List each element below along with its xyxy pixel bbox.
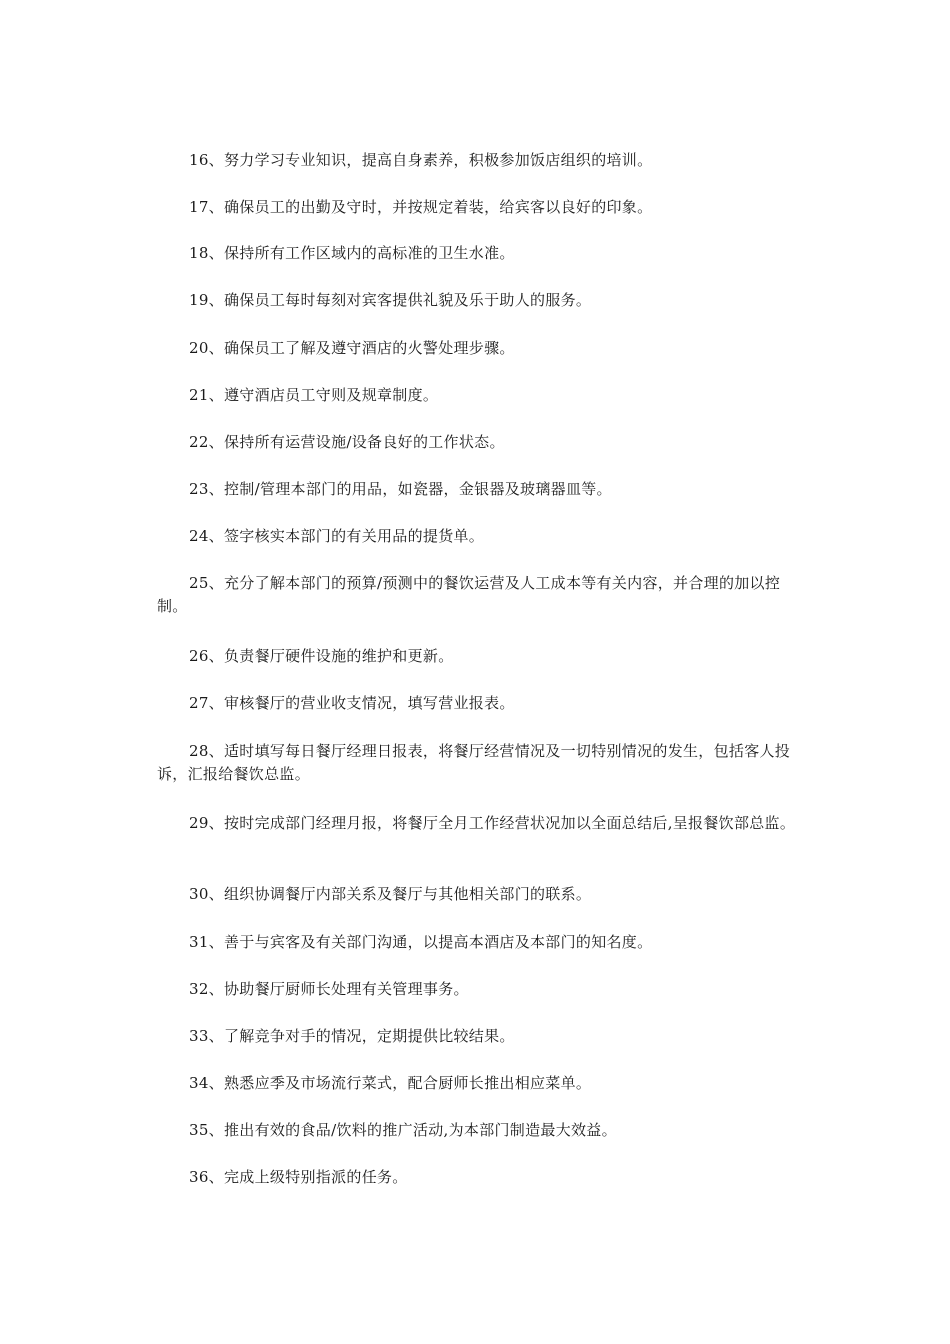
list-item: 20、确保员工了解及遵守酒店的火警处理步骤。: [189, 339, 515, 357]
list-item: 23、控制/管理本部门的用品，如瓷器，金银器及玻璃器皿等。: [189, 480, 612, 498]
list-item: 17、确保员工的出勤及守时，并按规定着装，给宾客以良好的印象。: [189, 198, 653, 216]
list-item: 22、保持所有运营设施/设备良好的工作状态。: [189, 433, 505, 451]
list-item: 30、组织协调餐厅内部关系及餐厅与其他相关部门的联系。: [189, 885, 592, 903]
list-item: 31、善于与宾客及有关部门沟通，以提高本酒店及本部门的知名度。: [189, 933, 653, 951]
list-item: 32、协助餐厅厨师长处理有关管理事务。: [189, 980, 469, 998]
list-item: 34、熟悉应季及市场流行菜式，配合厨师长推出相应菜单。: [189, 1074, 592, 1092]
list-item: 24、签字核实本部门的有关用品的提货单。: [189, 527, 485, 545]
list-item: 21、遵守酒店员工守则及规章制度。: [189, 386, 439, 404]
list-item: 29、按时完成部门经理月报，将餐厅全月工作经营状况加以全面总结后,呈报餐饮部总监。: [189, 814, 796, 832]
list-item: 25、充分了解本部门的预算/预测中的餐饮运营及人工成本等有关内容，并合理的加以控制。: [157, 574, 781, 615]
list-item: 18、保持所有工作区域内的高标准的卫生水准。: [189, 244, 515, 262]
list-item: 27、审核餐厅的营业收支情况，填写营业报表。: [189, 694, 515, 712]
list-item: 16、努力学习专业知识，提高自身素养，积极参加饭店组织的培训。: [189, 151, 653, 169]
list-item: 28、适时填写每日餐厅经理日报表，将餐厅经营情况及一切特别情况的发生，包括客人投诉，汇报给餐饮总监。: [157, 742, 791, 783]
list-item: 35、推出有效的食品/饮料的推广活动,为本部门制造最大效益。: [189, 1121, 617, 1139]
list-item: 33、了解竞争对手的情况，定期提供比较结果。: [189, 1027, 515, 1045]
list-item: 19、确保员工每时每刻对宾客提供礼貌及乐于助人的服务。: [189, 291, 592, 309]
list-item: 36、完成上级特别指派的任务。: [189, 1168, 408, 1186]
list-item: 26、负责餐厅硬件设施的维护和更新。: [189, 647, 454, 665]
